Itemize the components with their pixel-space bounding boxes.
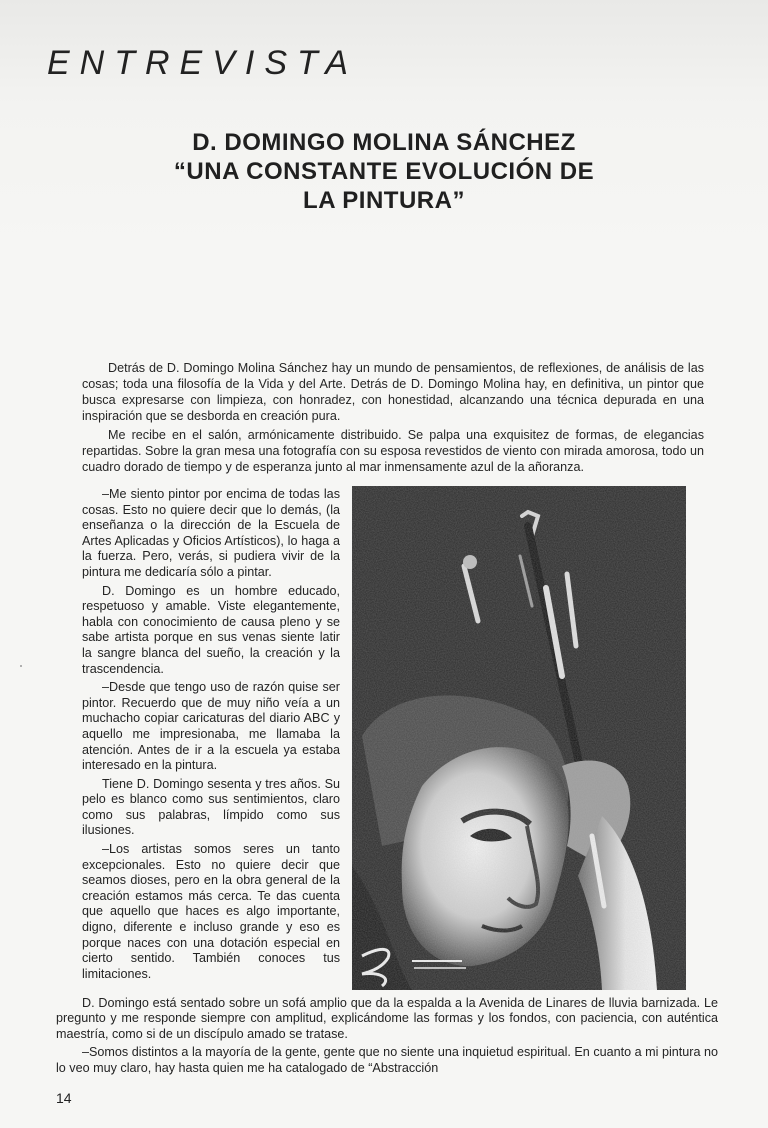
portrait-illustration	[352, 486, 686, 990]
paragraph: Tiene D. Domingo sesenta y tres años. Su pelo es blanco como sus sentimientos, claro como sus palabras, límpido como sus ilusiones.	[82, 776, 340, 838]
headline-line-name: D. DOMINGO MOLINA SÁNCHEZ	[192, 129, 576, 156]
paragraph: D. Domingo está sentado sobre un sofá amplio que da la espalda a la Avenida de Linares de lluvia barnizada. Le pregunto y me responde siempre con amplitud, explicándome las formas y los fondos, con paciencia, con auténtica maestría, como si de un discípulo amado se tratase.	[56, 996, 718, 1041]
paragraph: –Somos distintos a la mayoría de la gente, gente que no siente una inquietud espiritual. En cuanto a mi pintura no lo veo muy claro, hay hasta quien me ha catalogado de “Abstracción	[56, 1045, 718, 1075]
article-headline	[0, 128, 768, 215]
paragraph: Me recibe en el salón, armónicamente distribuido. Se palpa una exquisitez de formas, de elegancias repartidas. Sobre la gran mesa una fotografía con su esposa revestidos de viento con mirada amorosa, todo un cuadro dorado de tiempo y de esperanza junto al mar inmensamente azul de la añoranza.	[82, 428, 704, 474]
paragraph: Detrás de D. Domingo Molina Sánchez hay un mundo de pensamientos, de reflexiones, de análisis de las cosas; toda una filosofía de la Vida y del Arte. Detrás de D. Domingo Molina hay, en definitiva, un pintor que busca expresarse con limpieza, con honradez, con honestidad, alcanzando una técnica depurada en una inspiración que se desborda en creación pura.	[82, 361, 704, 423]
film-grain	[352, 486, 686, 990]
section-label: ENTREVISTA	[47, 44, 358, 82]
headline-line-quote-2: LA PINTURA”	[303, 187, 465, 214]
lead-text	[82, 360, 704, 478]
bottom-text	[56, 996, 718, 1079]
paragraph: –Los artistas somos seres un tanto excepcionales. Esto no quiere decir que seamos dioses, pero en la obra general de la creación estamos más cerca. Te das cuenta que aquello que haces es algo importante, digno, diferente e incluso grande y eso es porque naces con una dotación especial en cierto sentido. También conoces tus limitaciones.	[82, 842, 340, 981]
left-column-text	[82, 487, 340, 985]
paragraph: –Me siento pintor por encima de todas las cosas. Esto no quiere decir que lo demás, (la enseñanza o la dirección de la Escuela de Artes Aplicadas y Oficios Artísticos), lo haga a la fuerza. Pero, verás, si pudiera vivir de la pintura me dedicaría sólo a pintar.	[82, 487, 340, 579]
portrait-photo	[352, 486, 686, 990]
scan-speck	[20, 665, 22, 667]
headline-line-quote-1: “UNA CONSTANTE EVOLUCIÓN DE	[173, 158, 595, 185]
paragraph: D. Domingo es un hombre educado, respetuoso y amable. Viste elegantemente, habla con conocimiento de causa pleno y se sabe artista porque en sus venas siente latir la sangre blanca del sueño, la creación y la trascendencia.	[82, 583, 340, 676]
page-number: 14	[56, 1090, 72, 1106]
paragraph: –Desde que tengo uso de razón quise ser pintor. Recuerdo que de muy niño veía a un muchacho copiar caricaturas del diario ABC y aquello me impresionaba, me llamaba la atención. Antes de ir a la escuela ya estaba interesado en la pintura.	[82, 680, 340, 773]
